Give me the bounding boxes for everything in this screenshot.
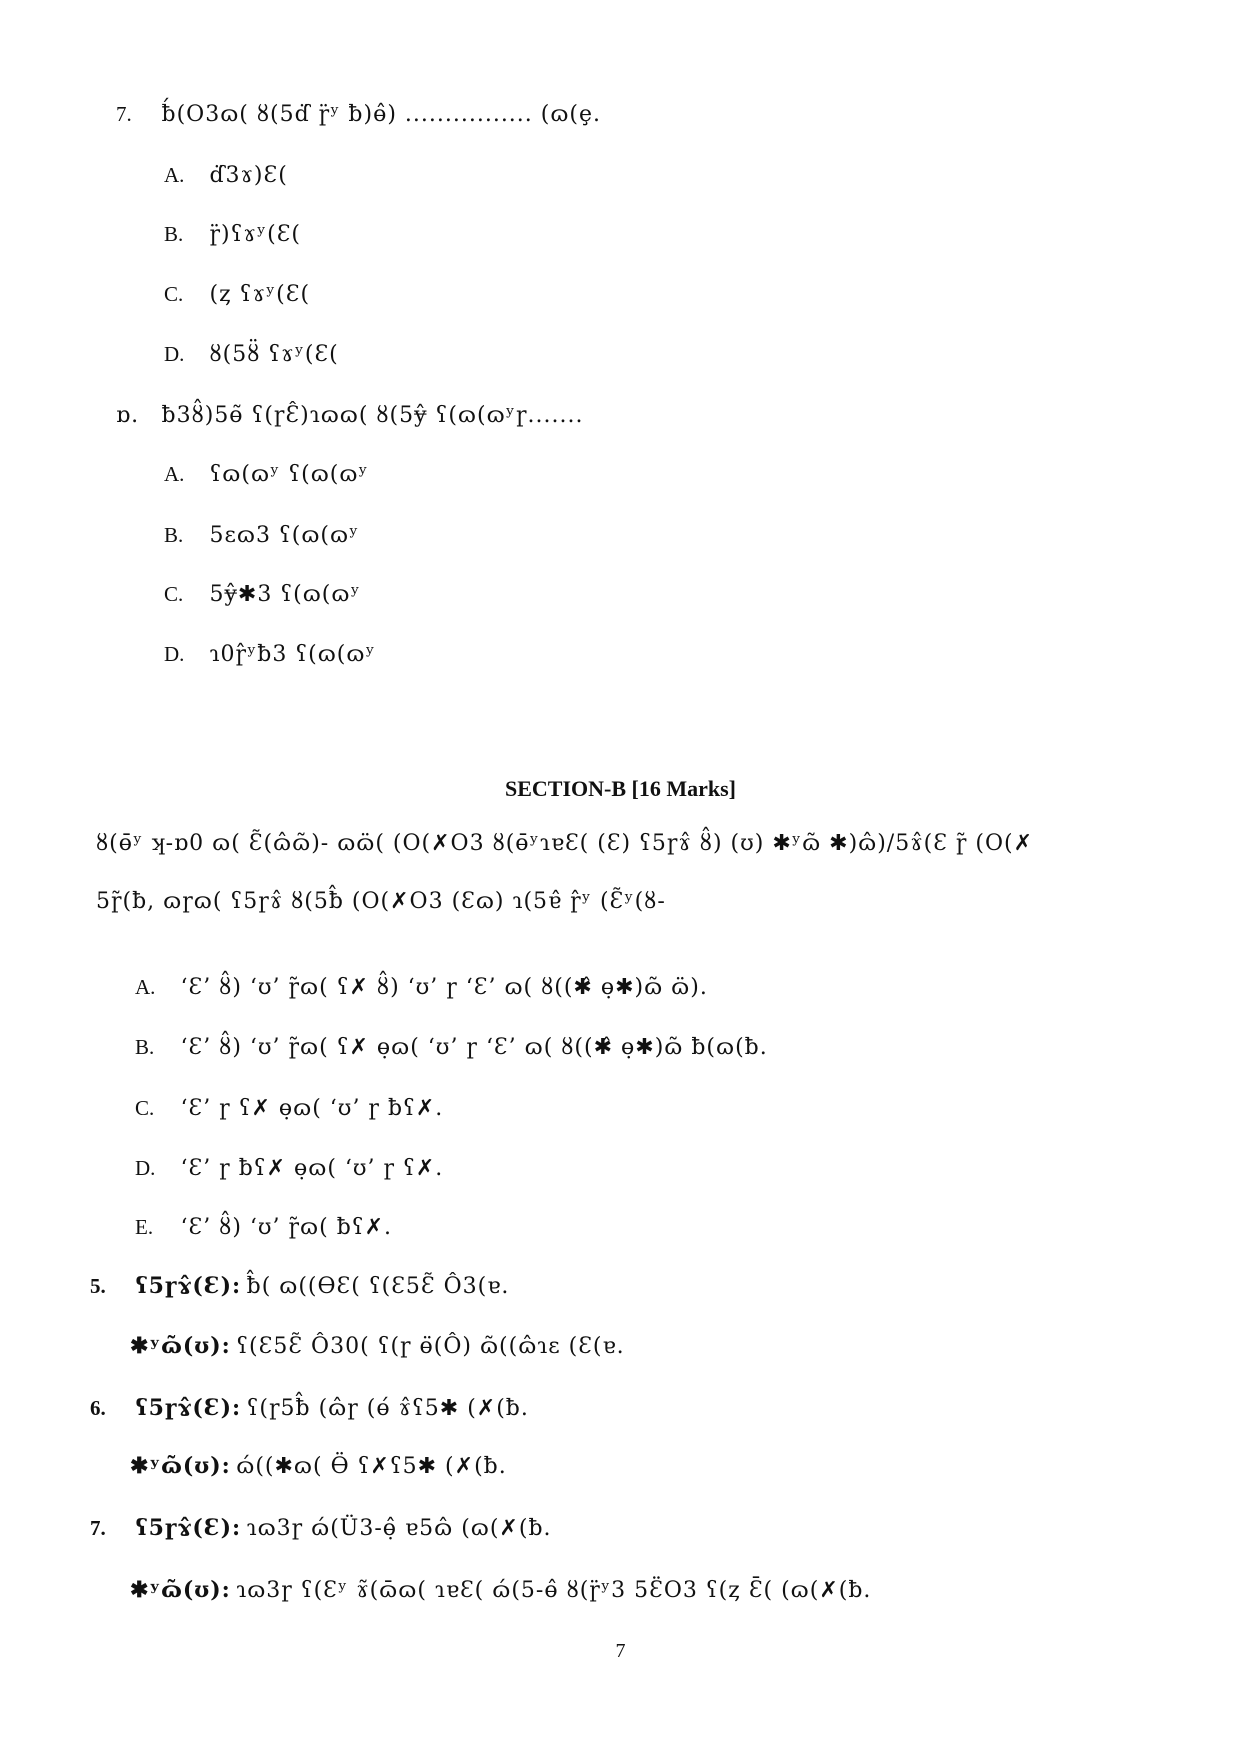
- section-heading: SECTION-B [16 Marks]: [504, 776, 736, 801]
- answer-text: ʕ(Ɛ5Ɛ̃ Ô30( ʕ(ɼ ɵ̈(Ô) ɷ̃((ɷ̂ɿɛ (Ɛ(ɐ.: [236, 1334, 625, 1359]
- option-text: ‘Ɛ’ ȣ̂) ‘ʊ’ ɼ̃ɷ( ʕ✗ ɵ̣ɷ( ‘ʊ’ ɼ ‘Ɛ’ ɷ( ȣ((✱̂ ɵ̣✱)ɷ̃ ƀ(ɷ(ƀ.: [180, 1035, 768, 1060]
- option-a: [164, 454, 1164, 494]
- question-number: ɒ.: [116, 403, 140, 428]
- item-answer: [130, 1446, 1220, 1486]
- item-answer: [130, 1326, 1220, 1366]
- option-c: [164, 274, 1164, 314]
- option-b: [135, 1027, 1215, 1067]
- option-d: [164, 634, 1164, 674]
- question-number: 7.: [116, 102, 132, 126]
- answer-label: ✱ʸɷ̃(ʊ):: [130, 1453, 231, 1479]
- option-text: ‘Ɛ’ ȣ̂) ‘ʊ’ ɼ̃ɷ( ƀʕ✗.: [180, 1215, 392, 1240]
- option-text: ɿ0ɼ̂ʸƀ3 ʕ(ɷ(ɷʸ: [209, 642, 376, 667]
- item-number: 7.: [90, 1516, 106, 1540]
- option-text: ɗ̈3ɤ)Ɛ(: [209, 163, 288, 188]
- instruction-line-1: ȣ(ɵ̄ʸ ʞ-ɒ0 ɷ( Ɛ̃(ɷ̂ɷ̃)- ɷɷ̈( (O(✗O3 ȣ(ɵ̄ʸɿɐƐ( (Ɛ) ʕ5ɼɤ̂ ȣ̂) (ʊ) ✱ʸɷ̃ ✱)ɷ̂)/5ɤ̂(Ɛ ɼ̃ (O(✗: [96, 831, 1034, 856]
- option-label: B.: [164, 523, 184, 547]
- option-label: C.: [164, 282, 184, 306]
- question-stem: [116, 395, 1216, 435]
- option-label: C.: [135, 1096, 155, 1120]
- option-label: B.: [135, 1035, 155, 1059]
- item-number: 5.: [90, 1274, 106, 1298]
- option-c: [164, 574, 1164, 614]
- option-a: [135, 967, 1215, 1007]
- option-text: ʕɷ(ɷʸ ʕ(ɷ(ɷʸ: [209, 462, 369, 487]
- option-label: D.: [164, 642, 185, 666]
- question-text: ƀ̂( ɷ((ƟƐ( ʕ(Ɛ5Ɛ̃ Ô3(ɐ.: [246, 1274, 510, 1299]
- answer-text: ɷ́((✱ɷ( Ɵ̈ ʕ✗ʕ5✱ (✗(ƀ.: [236, 1454, 507, 1479]
- item-question: [90, 1388, 1220, 1428]
- option-d: [135, 1148, 1215, 1188]
- answer-text: ɿɷ3ɼ ʕ(Ɛʸ ɤ̃(ɷ̄ɷ( ɿɐƐ( ɷ́(5-ɵ̂ ȣ(ɼ̈ʸ3 5Ɛ̈O3 ʕ(ȥ Ɛ̄( (ɷ(✗(ƀ.: [236, 1578, 872, 1603]
- item-answer: [130, 1570, 1220, 1610]
- answer-label: ✱ʸɷ̃(ʊ):: [130, 1333, 231, 1359]
- question-text: ƀ3ȣ̂)5ɵ̃ ʕ(ɼƐ̂)ɿɷɷ( ȣ(5ɏ̂ ʕ(ɷ(ɷʸɼ.......: [161, 403, 584, 428]
- option-label: A.: [164, 462, 185, 486]
- option-b: [164, 515, 1164, 555]
- answer-label: ✱ʸɷ̃(ʊ):: [130, 1577, 231, 1603]
- option-label: C.: [164, 582, 184, 606]
- option-label: A.: [164, 163, 185, 187]
- option-label: E.: [135, 1215, 154, 1239]
- question-label: ʕ5ɼɤ̂(Ɛ):: [135, 1395, 242, 1421]
- question-label: ʕ5ɼɤ̂(Ɛ):: [135, 1515, 242, 1541]
- option-d: [164, 334, 1164, 374]
- item-number: 6.: [90, 1396, 106, 1420]
- option-a: [164, 155, 1164, 195]
- option-e: [135, 1207, 1215, 1247]
- option-text: ȣ(5ȣ̈ ʕɤʸ(Ɛ(: [209, 342, 339, 367]
- option-text: 5ɏ̂✱3 ʕ(ɷ(ɷʸ: [209, 582, 361, 607]
- option-text: (ȥ ʕɤʸ(Ɛ(: [209, 282, 311, 307]
- instruction-line-2: 5ɼ̃(ƀ, ɷɼɷ( ʕ5ɼɤ̂ ȣ(5ƀ̂ (O(✗O3 (Ɛɷ) ɿ(5ɐ̂ ɼ̂ʸ (Ɛ̃ʸ(ȣ-: [96, 889, 666, 914]
- question-text: ƀ́(O3ɷ( ȣ(5ɗ̈ ɼ̈ʸ ƀ)ɵ̂) ................ (ɷ(ȩ.: [161, 102, 602, 127]
- item-question: [90, 1266, 1220, 1306]
- option-text: ‘Ɛ’ ɼ ƀʕ✗ ɵ̣ɷ( ‘ʊ’ ɼ ʕ✗.: [180, 1156, 444, 1181]
- option-label: A.: [135, 975, 156, 999]
- option-c: [135, 1088, 1215, 1128]
- item-question: [90, 1508, 1220, 1548]
- question-label: ʕ5ɼɤ̂(Ɛ):: [135, 1273, 242, 1299]
- option-text: ‘Ɛ’ ȣ̂) ‘ʊ’ ɼ̃ɷ( ʕ✗ ȣ̂) ‘ʊ’ ɼ ‘Ɛ’ ɷ( ȣ((✱̂ ɵ̣✱)ɷ̃ ɷ̈).: [180, 975, 708, 1000]
- question-text: ʕ(ɼ5ƀ̂ (ɷ̂ɼ (ɵ́ ɤ̂ʕ5✱ (✗(ƀ.: [246, 1396, 529, 1421]
- question-text: ɿɷ3ɼ ɷ́(Ü3-ɵ̣̂ ɐ5ɷ̂ (ɷ(✗(ƀ.: [246, 1516, 552, 1541]
- option-text: ‘Ɛ’ ɼ ʕ✗ ɵ̣ɷ( ‘ʊ’ ɼ ƀʕ✗.: [180, 1096, 444, 1121]
- option-b: [164, 214, 1164, 254]
- option-label: D.: [135, 1156, 156, 1180]
- page-number: 7: [615, 1640, 626, 1662]
- option-text: ɼ̈)ʕɤʸ(Ɛ(: [209, 222, 301, 247]
- option-label: D.: [164, 342, 185, 366]
- question-stem: [116, 94, 1216, 134]
- option-label: B.: [164, 222, 184, 246]
- option-text: 5ɛɷ3 ʕ(ɷ(ɷʸ: [209, 523, 360, 548]
